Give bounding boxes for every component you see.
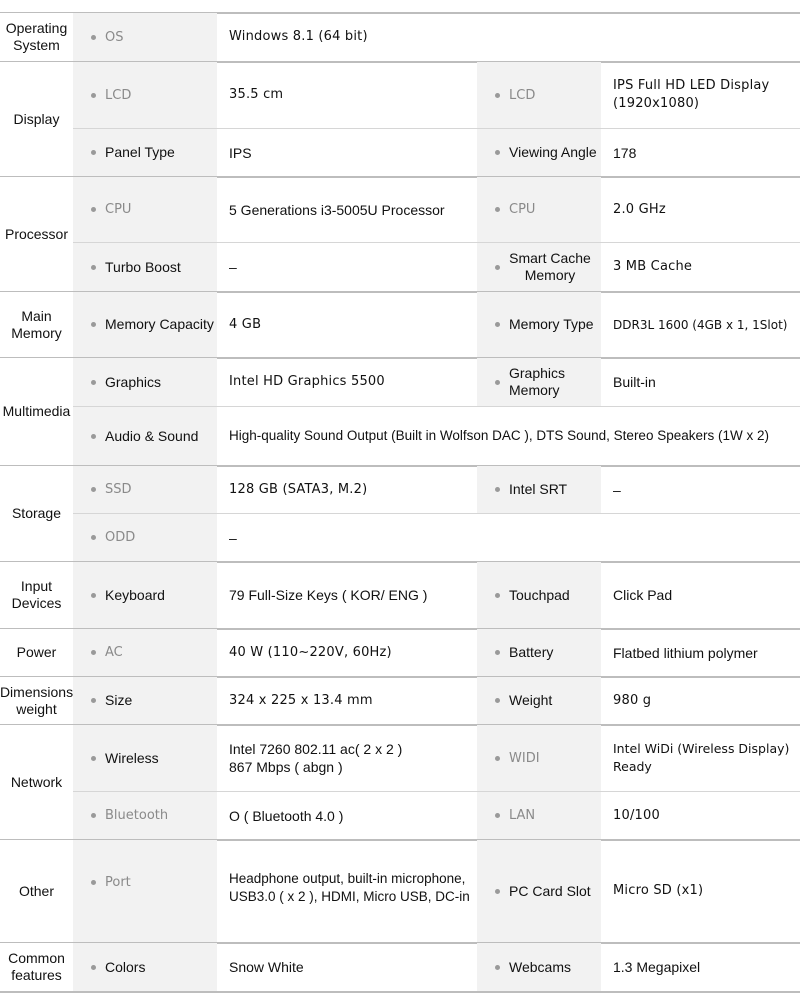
label-lcd: LCD bbox=[73, 62, 217, 128]
value-lcd-type: IPS Full HD LED Display (1920x1080) bbox=[613, 78, 770, 111]
category-multimedia: Multimedia bbox=[0, 358, 73, 465]
value-lan: 10/100 bbox=[613, 807, 660, 823]
value-graphics-memory: Built-in bbox=[613, 374, 656, 390]
bullet-icon bbox=[91, 880, 96, 885]
bullet-icon bbox=[495, 889, 500, 894]
value-lcd-size: 35.5 cm bbox=[229, 87, 284, 102]
category-network: Network bbox=[0, 725, 73, 839]
bullet-icon bbox=[495, 650, 500, 655]
label-intel-srt: Intel SRT bbox=[477, 466, 601, 513]
value-webcams: 1.3 Megapixel bbox=[613, 959, 701, 975]
bullet-icon bbox=[495, 965, 500, 970]
bullet-icon bbox=[495, 756, 500, 761]
label-viewing-angle: Viewing Angle bbox=[477, 129, 601, 176]
value-odd: – bbox=[229, 529, 237, 546]
bullet-icon bbox=[91, 150, 96, 155]
category-other: Other bbox=[0, 840, 73, 942]
value-pc-card-slot: Micro SD (x1) bbox=[613, 883, 704, 898]
category-dimensions-weight: Dimensions weight bbox=[0, 677, 73, 724]
value-colors: Snow White bbox=[229, 959, 304, 975]
label-cpu-2: CPU bbox=[477, 177, 601, 242]
bullet-icon bbox=[495, 813, 500, 818]
value-memory-type: DDR3L 1600 (4GB x 1, 1Slot) bbox=[613, 317, 788, 332]
value-battery: Flatbed lithium polymer bbox=[613, 644, 758, 661]
category-display: Display bbox=[0, 62, 73, 176]
bullet-icon bbox=[91, 650, 96, 655]
label-odd: ODD bbox=[73, 514, 217, 561]
value-cpu-speed: 2.0 GHz bbox=[613, 201, 666, 217]
value-turbo-boost: – bbox=[229, 259, 237, 275]
value-audio-sound: High-quality Sound Output (Built in Wolfson DAC ), DTS Sound, Stereo Speakers (1W x 2) bbox=[229, 428, 769, 443]
bullet-icon bbox=[91, 535, 96, 540]
bullet-icon bbox=[495, 150, 500, 155]
value-cpu-model: 5 Generations i3-5005U Processor bbox=[229, 201, 445, 218]
bullet-icon bbox=[495, 380, 500, 385]
label-weight: Weight bbox=[477, 677, 601, 724]
bullet-icon bbox=[91, 593, 96, 598]
label-graphics-memory: Graphics Memory bbox=[477, 358, 601, 406]
label-lan: LAN bbox=[477, 792, 601, 839]
value-intel-srt: – bbox=[613, 481, 621, 498]
label-size: Size bbox=[73, 677, 217, 724]
bullet-icon bbox=[91, 380, 96, 385]
category-storage: Storage bbox=[0, 466, 73, 561]
category-processor: Processor bbox=[0, 177, 73, 291]
label-port: Port bbox=[73, 840, 217, 942]
label-touchpad: Touchpad bbox=[477, 562, 601, 628]
category-input-devices: Input Devices bbox=[0, 562, 73, 628]
bullet-icon bbox=[495, 322, 500, 327]
value-ssd: 128 GB (SATA3, M.2) bbox=[229, 481, 368, 497]
label-lcd-2: LCD bbox=[477, 62, 601, 128]
bullet-icon bbox=[91, 35, 96, 40]
label-audio-sound: Audio & Sound bbox=[73, 407, 217, 465]
bullet-icon bbox=[91, 698, 96, 703]
label-memory-capacity: Memory Capacity bbox=[73, 292, 217, 357]
bullet-icon bbox=[91, 265, 96, 270]
label-webcams: Webcams bbox=[477, 943, 601, 991]
value-smart-cache: 3 MB Cache bbox=[613, 259, 693, 274]
bullet-icon bbox=[91, 965, 96, 970]
label-graphics: Graphics bbox=[73, 358, 217, 406]
label-wireless: Wireless bbox=[73, 725, 217, 791]
value-viewing-angle: 178 bbox=[613, 144, 637, 161]
value-os: Windows 8.1 (64 bit) bbox=[229, 29, 368, 44]
value-port: Headphone output, built-in microphone, USB3.0 ( x 2 ), HDMI, Micro USB, DC-in bbox=[229, 871, 470, 904]
label-colors: Colors bbox=[73, 943, 217, 991]
label-cpu: CPU bbox=[73, 177, 217, 242]
bullet-icon bbox=[91, 487, 96, 492]
rule bbox=[0, 991, 800, 993]
bullet-icon bbox=[91, 434, 96, 439]
label-pc-card-slot: PC Card Slot bbox=[477, 840, 601, 942]
value-bluetooth: O ( Bluetooth 4.0 ) bbox=[229, 807, 344, 824]
value-widi: Intel WiDi (Wireless Display) Ready bbox=[613, 741, 790, 774]
label-ac: AC bbox=[73, 629, 217, 676]
bullet-icon bbox=[91, 93, 96, 98]
category-main-memory: Main Memory bbox=[0, 292, 73, 357]
bullet-icon bbox=[495, 698, 500, 703]
value-wireless: Intel 7260 802.11 ac( 2 x 2 ) 867 Mbps ( abgn ) bbox=[229, 741, 403, 775]
category-common-features: Common features bbox=[0, 943, 73, 991]
label-widi: WIDI bbox=[477, 725, 601, 791]
category-power: Power bbox=[0, 629, 73, 676]
bullet-icon bbox=[91, 322, 96, 327]
value-ac: 40 W (110~220V, 60Hz) bbox=[229, 644, 392, 660]
bullet-icon bbox=[495, 265, 500, 270]
label-turbo-boost: Turbo Boost bbox=[73, 243, 217, 291]
value-graphics: Intel HD Graphics 5500 bbox=[229, 374, 385, 389]
bullet-icon bbox=[495, 93, 500, 98]
label-os: OS bbox=[73, 13, 217, 61]
label-smart-cache: Smart Cache Memory bbox=[477, 243, 601, 291]
value-size: 324 x 225 x 13.4 mm bbox=[229, 692, 373, 708]
bullet-icon bbox=[91, 813, 96, 818]
label-bluetooth: Bluetooth bbox=[73, 792, 217, 839]
value-touchpad: Click Pad bbox=[613, 587, 673, 603]
value-panel-type: IPS bbox=[229, 144, 252, 161]
category-operating-system: Operating System bbox=[0, 13, 73, 61]
label-panel-type: Panel Type bbox=[73, 129, 217, 176]
label-ssd: SSD bbox=[73, 466, 217, 513]
bullet-icon bbox=[495, 487, 500, 492]
label-battery: Battery bbox=[477, 629, 601, 676]
value-keyboard: 79 Full-Size Keys ( KOR/ ENG ) bbox=[229, 587, 428, 603]
bullet-icon bbox=[91, 756, 96, 761]
bullet-icon bbox=[495, 593, 500, 598]
bullet-icon bbox=[91, 207, 96, 212]
value-memory-capacity: 4 GB bbox=[229, 316, 262, 332]
value-weight: 980 g bbox=[613, 692, 652, 708]
bullet-icon bbox=[495, 207, 500, 212]
label-keyboard: Keyboard bbox=[73, 562, 217, 628]
label-memory-type: Memory Type bbox=[477, 292, 601, 357]
